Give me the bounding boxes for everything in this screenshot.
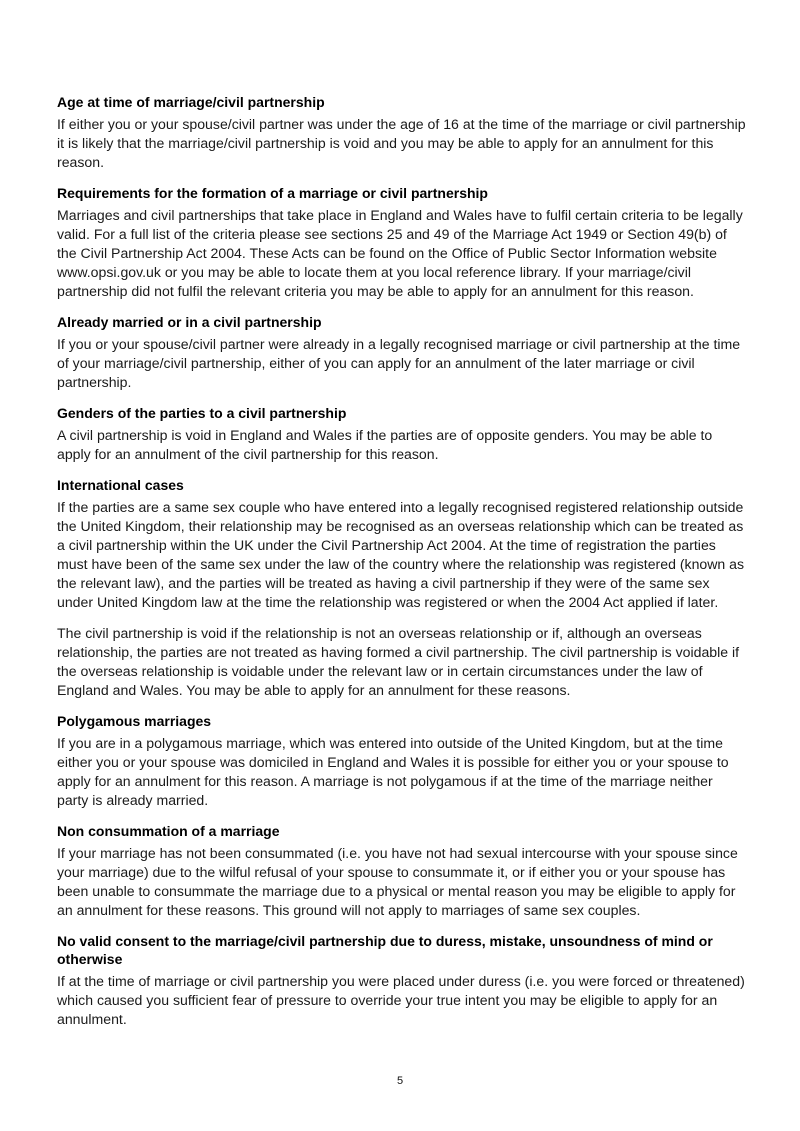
section-paragraph: If at the time of marriage or civil partnership you were placed under duress (i.e. you were forced or threatened) which caused you sufficient fear of pressure to override your true intent you may be eligible to apply for an annulment. <box>57 973 745 1027</box>
section-paragraph: Marriages and civil partnerships that take place in England and Wales have to fulfil certain criteria to be legally valid. For a full list of the criteria please see sections 25 and 49 of the Marriage Act 1949 or Section 49(b) of the Civil Partnership Act 2004. These Acts can be found on the Office of Public Sector Information website www.opsi.gov.uk or you may be able to locate them at you local reference library. If your marriage/civil partnership did not fulfil the relevant criteria you may be able to apply for an annulment for this reason. <box>57 207 743 299</box>
section-paragraph: The civil partnership is void if the relationship is not an overseas relationship or if, although an overseas relationship, the parties are not treated as having formed a civil partnership. The civil partnership is voidable if the overseas relationship is voidable under the relevant law or in certain circumstances under the law of England and Wales. You may be able to apply for an annulment for these reasons. <box>57 625 740 698</box>
page-number: 5 <box>396 1075 404 1087</box>
section-paragraph: If your marriage has not been consummated (i.e. you have not had sexual intercourse with your spouse since your marriage) due to the wilful refusal of your spouse to consummate it, or if either you or your spouse has been unable to consummate the marriage due to a physical or mental reason you may be eligible to apply for an annulment for these reasons. This ground will not apply to marriages of same sex couples. <box>57 845 738 918</box>
section-paragraph: A civil partnership is void in England and Wales if the parties are of opposite genders. You may be able to apply for an annulment of the civil partnership for this reason. <box>57 427 713 462</box>
section-paragraph: If you or your spouse/civil partner were already in a legally recognised marriage or civil partnership at the time of your marriage/civil partnership, either of you can apply for an annulment of the later marriage or civil partnership. <box>57 336 741 390</box>
section-genders <box>57 404 747 464</box>
section-no-valid-consent <box>57 932 747 1029</box>
section-age <box>57 93 747 172</box>
section-heading: Genders of the parties to a civil partnership <box>57 405 347 421</box>
section-heading: Age at time of marriage/civil partnership <box>57 94 325 110</box>
section-paragraph: If either you or your spouse/civil partner was under the age of 16 at the time of the marriage or civil partnership it is likely that the marriage/civil partnership is void and you may be able to apply for an annulment for this reason. <box>57 116 746 170</box>
section-formation-requirements <box>57 184 747 301</box>
section-heading: Already married or in a civil partnership <box>57 314 322 330</box>
section-heading: Requirements for the formation of a marriage or civil partnership <box>57 185 488 201</box>
section-already-married <box>57 313 747 392</box>
section-heading: Non consummation of a marriage <box>57 823 280 839</box>
section-international-cases <box>57 476 747 700</box>
document-page <box>57 93 747 1041</box>
section-non-consummation <box>57 822 747 920</box>
section-heading: No valid consent to the marriage/civil partnership due to duress, mistake, unsoundness of mind or otherwise <box>57 933 713 967</box>
section-polygamous-marriages <box>57 712 747 810</box>
section-heading: International cases <box>57 477 184 493</box>
section-heading: Polygamous marriages <box>57 713 212 729</box>
section-paragraph: If the parties are a same sex couple who have entered into a legally recognised registered relationship outside the United Kingdom, their relationship may be recognised as an overseas relationship which can be treated as a civil partnership within the UK under the Civil Partnership Act 2004. At the time of registration the parties must have been of the same sex under the law of the country where the relationship was registered (known as the relevant law), and the parties will be treated as having a civil partnership if they were of the same sex under United Kingdom law at the time the relationship was registered or when the 2004 Act applied if later. <box>57 499 745 610</box>
section-paragraph: If you are in a polygamous marriage, which was entered into outside of the United Kingdom, but at the time either you or your spouse was domiciled in England and Wales it is possible for either you or your spouse to apply for an annulment for this reason. A marriage is not polygamous if at the time of the marriage neither party is already married. <box>57 735 729 808</box>
